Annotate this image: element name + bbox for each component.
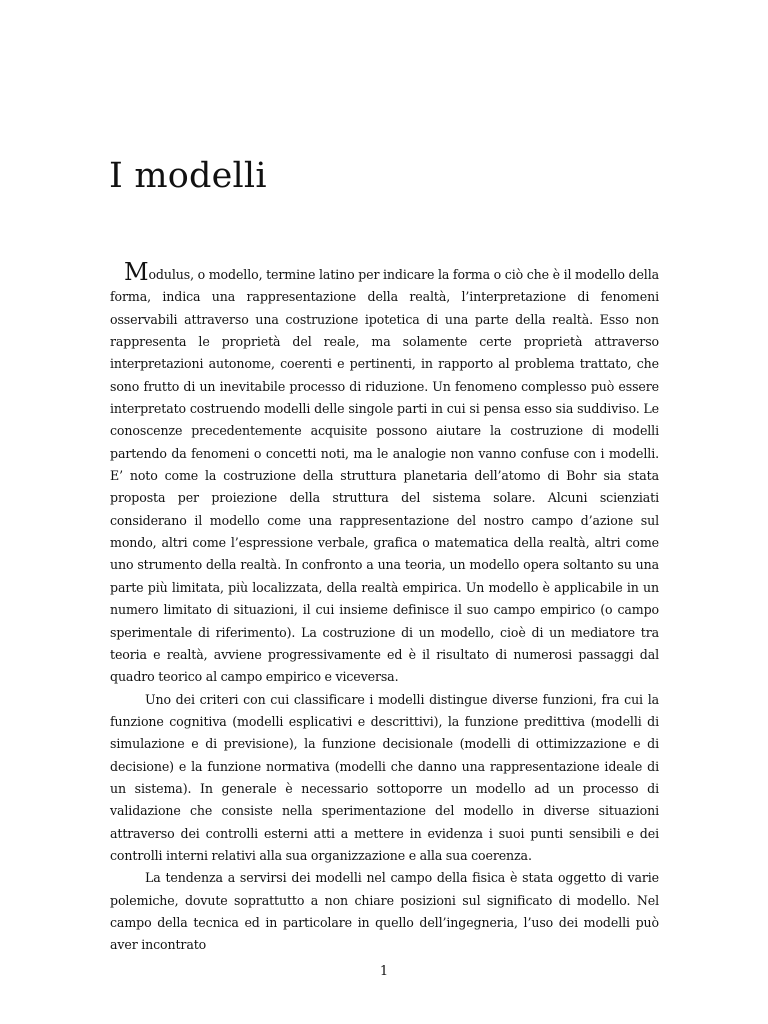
- paragraph-1: [110, 258, 659, 689]
- page-number: 1: [379, 964, 389, 979]
- paragraph-1-text: odulus, o modello, termine latino per indicare la forma o ciò che è il modello della forma, indica una rappresentazione della realtà, l’interpretazione di fenomeni osservabili attraverso una costruzione ipotetica di una parte della realtà. Esso non rappresenta le proprietà del reale, ma solamente certe proprietà attraverso interpretazioni autonome, coerenti e pertinenti, in rapporto al problema trattato, che sono frutto di un inevitabile processo di riduzione. Un fenomeno complesso può essere interpretato costruendo modelli delle singole parti in cui si pensa esso sia suddiviso. Le conoscenze precedentemente acquisite possono aiutare la costruzione di modelli partendo da fenomeni o concetti noti, ma le analogie non vanno confuse con i modelli. E’ noto come la costruzione della struttura planetaria dell’atomo di Bohr sia stata proposta per proiezione della struttura del sistema solare. Alcuni scienziati considerano il modello come una rappresentazione del nostro campo d’azione sul mondo, altri come l’espressione verbale, grafica o matematica della realtà, altri come uno strumento della realtà. In confronto a una teoria, un modello opera soltanto su una parte più limitata, più localizzata, della realtà empirica. Un modello è applicabile in un numero limitato di situazioni, il cui insieme definisce il suo campo empirico (o campo sperimentale di riferimento). La costruzione di un modello, cioè di un mediatore tra teoria e realtà, avviene progressivamente ed è il risultato di numerosi passaggi dal quadro teorico al campo empirico e viceversa.: [110, 267, 659, 685]
- paragraph-3: La tendenza a servirsi dei modelli nel campo della fisica è stata oggetto di varie polemiche, dovute soprattutto a non chiare posizioni sul significato di modello. Nel campo della tecnica ed in particolare in quello dell’ingegneria, l’uso dei modelli può aver incontrato: [110, 870, 659, 953]
- paragraph-2: Uno dei criteri con cui classificare i modelli distingue diverse funzioni, fra cui la funzione cognitiva (modelli esplicativi e descrittivi), la funzione predittiva (modelli di simulazione e di previsione), la funzione decisionale (modelli di ottimizzazione e di decisione) e la funzione normativa (modelli che danno una rappresentazione ideale di un sistema). In generale è necessario sottoporre un modello ad un processo di validazione che consiste nella sperimentazione del modello in diverse situazioni attraverso dei controlli esterni atti a mettere in evidenza i suoi punti sensibili e dei controlli interni relativi alla sua organizzazione e alla sua coerenza.: [110, 691, 659, 863]
- chapter-title: I modelli: [109, 156, 267, 196]
- drop-cap: M: [124, 258, 149, 286]
- body-text: [110, 258, 659, 957]
